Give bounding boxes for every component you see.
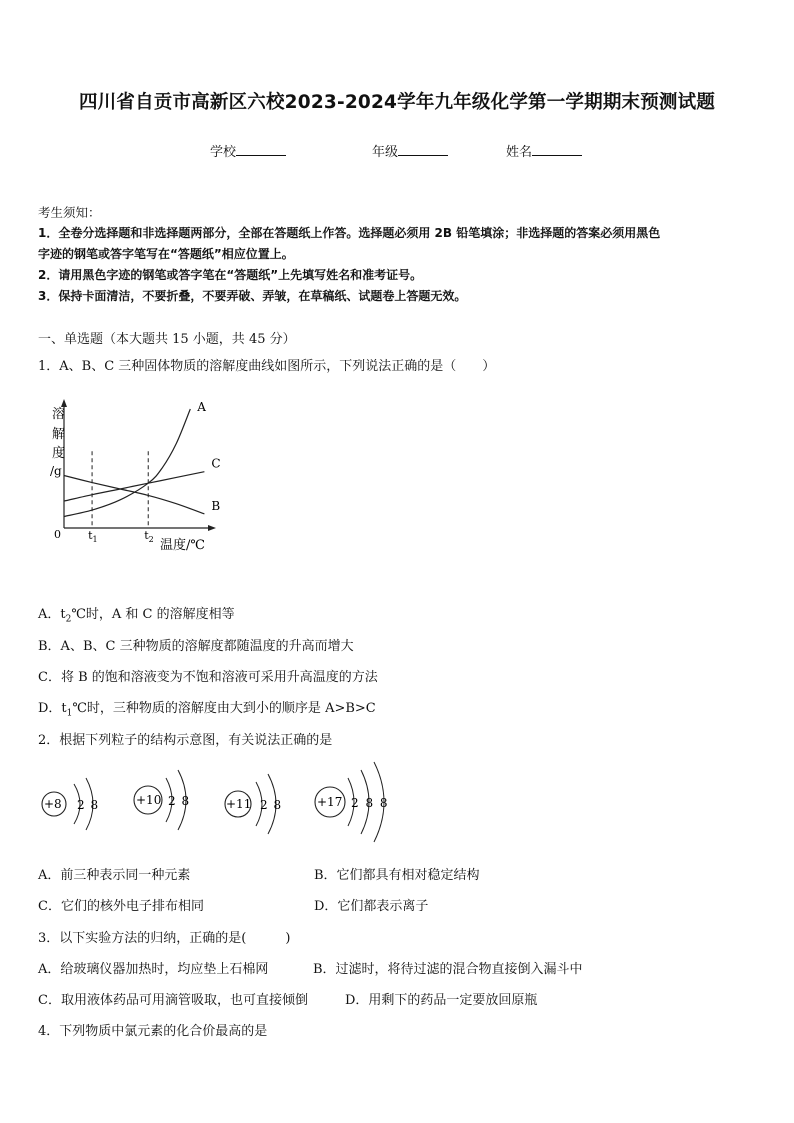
school-blank[interactable]: [236, 143, 286, 156]
question-3-stem: 3．以下实验方法的归纳，正确的是( ): [38, 931, 291, 946]
particle-diagram: [134, 770, 189, 830]
notice-item: 字迹的钢笔或答字笔写在“答题纸”相应位置上。: [38, 247, 294, 261]
svg-text:+8: +8: [44, 797, 62, 811]
particle-diagram: [315, 762, 388, 842]
series-label-c: C: [211, 456, 221, 471]
curve-c: [64, 472, 204, 501]
series-label-b: B: [211, 498, 221, 513]
q2-option-d[interactable]: D．它们都表示离子: [314, 899, 429, 914]
school-label: 学校: [210, 145, 237, 160]
tick-label-t1: $t_1$: [88, 529, 98, 544]
origin-label: 0: [54, 528, 61, 541]
y-label-char: 溶: [52, 407, 66, 422]
question-2-stem: 2．根据下列粒子的结构示意图，有关说法正确的是: [38, 733, 333, 748]
series-label-a: A: [197, 400, 206, 414]
name-field[interactable]: [506, 141, 582, 160]
q2-option-a[interactable]: A．前三种表示同一种元素: [38, 868, 191, 883]
grade-label: 年级: [372, 145, 399, 160]
svg-text:+11: +11: [226, 797, 252, 811]
notice-heading: 考生须知：: [38, 205, 101, 220]
solubility-chart: [38, 390, 238, 560]
name-label: 姓名: [506, 145, 533, 160]
q3-option-d[interactable]: D．用剩下的药品一定要放回原瓶: [345, 993, 538, 1008]
tick-label-t2: $t_2$: [144, 529, 154, 544]
notice-item: 2．请用黑色字迹的钢笔或答字笔在“答题纸”上先填写姓名和准考证号。: [38, 268, 423, 282]
page-title: 四川省自贡市高新区六校2023-2024学年九年级化学第一学期期末预测试题: [78, 92, 716, 113]
q1-option-d[interactable]: D．$t_1℃$时，三种物质的溶解度由大到小的顺序是 A>B>C: [38, 701, 376, 719]
particle-diagram: [225, 774, 281, 834]
y-label-char: 解: [52, 427, 66, 442]
y-label-char: 度: [52, 446, 66, 461]
particle-diagram: [42, 778, 98, 830]
q1-option-c[interactable]: C．将 B 的饱和溶液变为不饱和溶液可采用升高温度的方法: [38, 670, 378, 685]
x-axis-label: 温度/℃: [160, 538, 205, 553]
svg-text:+10: +10: [136, 793, 162, 807]
section-heading: 一、单选题（本大题共 15 小题，共 45 分）: [38, 332, 296, 347]
name-blank[interactable]: [532, 143, 582, 156]
curve-a: [64, 409, 190, 517]
svg-text:+17: +17: [317, 795, 343, 809]
question-4-stem: 4．下列物质中氯元素的化合价最高的是: [38, 1024, 268, 1039]
q3-option-b[interactable]: B．过滤时，将待过滤的混合物直接倒入漏斗中: [313, 962, 583, 977]
q3-option-a[interactable]: A．给玻璃仪器加热时，均应垫上石棉网: [38, 962, 269, 977]
curve-b: [64, 476, 204, 514]
svg-text:2 8: 2 8: [77, 798, 99, 812]
notice-item: 3．保持卡面清洁，不要折叠，不要弄破、弄皱，在草稿纸、试题卷上答题无效。: [38, 289, 467, 303]
q1-option-b[interactable]: B．A、B、C 三种物质的溶解度都随温度的升高而增大: [38, 639, 354, 654]
q2-option-b[interactable]: B．它们都具有相对稳定结构: [314, 868, 480, 883]
y-label-char: /g: [50, 464, 62, 478]
q2-option-c[interactable]: C．它们的核外电子排布相同: [38, 899, 204, 914]
school-field[interactable]: [210, 141, 286, 160]
y-axis-arrow: [61, 399, 67, 407]
notice-item: 1．全卷分选择题和非选择题两部分，全部在答题纸上作答。选择题必须用 2B 铅笔填涂；非选择题的答案必须用黑色: [38, 226, 661, 240]
particle-diagrams: [30, 758, 410, 848]
grade-field[interactable]: [372, 141, 448, 160]
svg-text:2 8: 2 8: [168, 794, 190, 808]
grade-blank[interactable]: [398, 143, 448, 156]
svg-text:2 8 8: 2 8 8: [351, 796, 388, 810]
q3-option-c[interactable]: C．取用液体药品可用滴管吸取，也可直接倾倒: [38, 993, 308, 1008]
svg-text:2 8: 2 8: [260, 798, 282, 812]
x-axis-arrow: [208, 525, 216, 531]
question-1-stem: 1．A、B、C 三种固体物质的溶解度曲线如图所示，下列说法正确的是（ ）: [38, 359, 496, 374]
q1-option-a[interactable]: A．$t_2℃$时，A 和 C 的溶解度相等: [38, 607, 235, 625]
